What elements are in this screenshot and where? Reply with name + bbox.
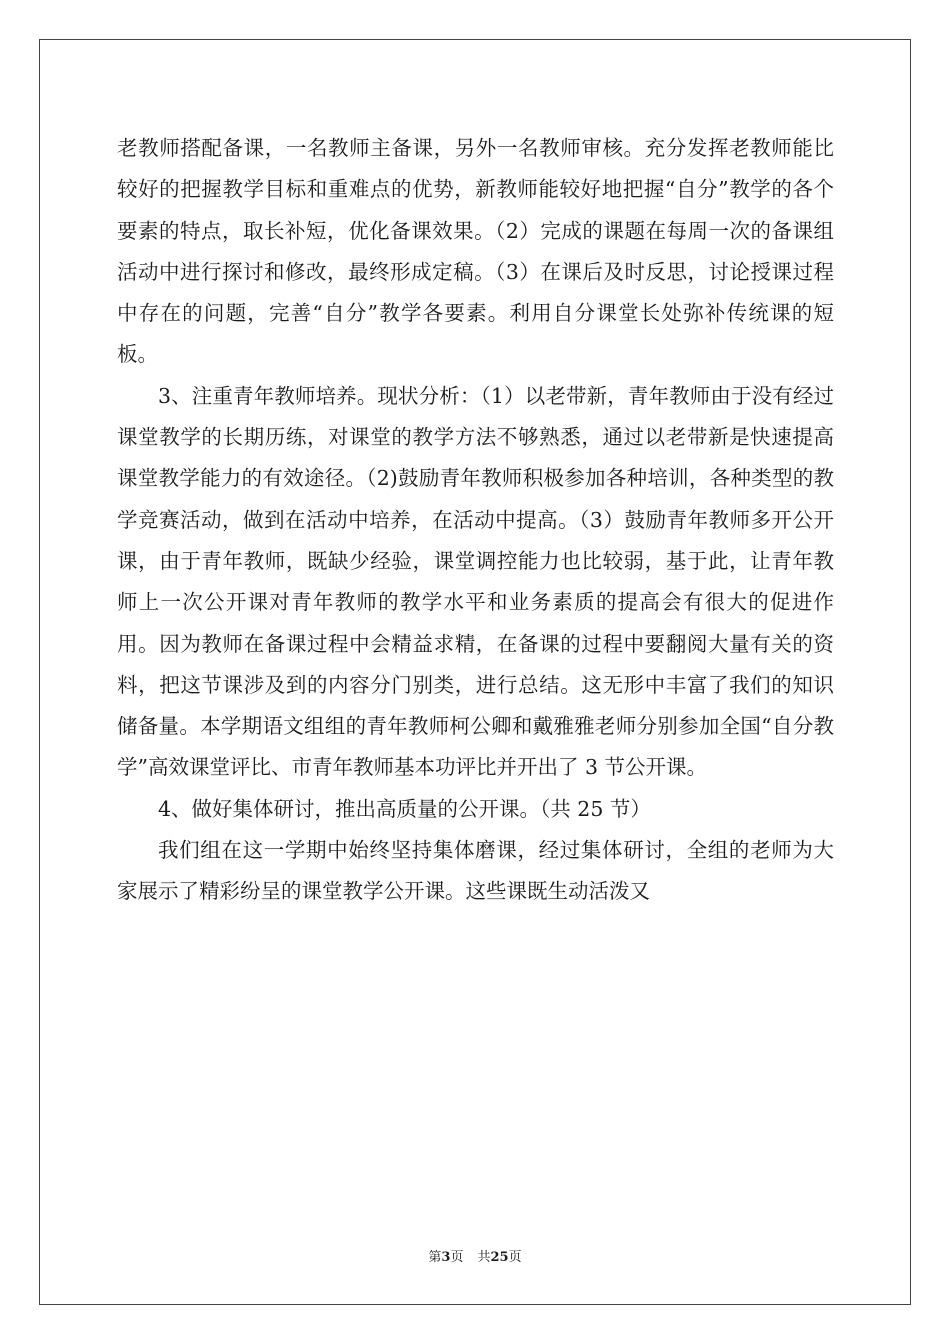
total-page-number: 25 (490, 1250, 509, 1265)
page-prefix: 第 (428, 1250, 442, 1265)
paragraph-2: 3、注重青年教师培养。现状分析：（1）以老带新，青年教师由于没有经过课堂教学的长期历练，对课堂的教学方法不够熟悉，通过以老带新是快速提高课堂教学能力的有效途径。（2)鼓励青年教师积极参加各种培训，各种类型的教学竞赛活动，做到在活动中培养，在活动中提高。（3）鼓励青年教师多开公开课，由于青年教师，既缺少经验，课堂调控能力也比较弱，基于此，让青年教师上一次公开课对青年教师的教学水平和业务素质的提高会有很大的促进作用。因为教师在备课过程中会精益求精，在备课的过程中要翻阅大量有关的资料，把这节课涉及到的内容分门别类，进行总结。这无形中丰富了我们的知识储备量。本学期语文组组的青年教师柯公卿和戴雅雅老师分别参加全国“自分教学”高效课堂评比、市青年教师基本功评比并开出了 3 节公开课。 (117, 383, 834, 780)
page-footer (0, 1246, 950, 1265)
paragraph-1: 老教师搭配备课，一名教师主备课，另外一名教师审核。充分发挥老教师能比较好的把握教学目标和重难点的优势，新教师能较好地把握“自分”教学的各个要素的特点，取长补短，优化备课效果。（2）完成的课题在每周一次的备课组活动中进行探讨和修改，最终形成定稿。（3）在课后及时反思，讨论授课过程中存在的问题，完善“自分”教学各要素。利用自分课堂长处弥补传统课的短板。 (117, 136, 834, 367)
current-page-number: 3 (441, 1250, 451, 1265)
total-prefix: 共 (477, 1250, 491, 1265)
page-suffix: 页 (450, 1250, 464, 1265)
paragraph-3: 4、做好集体研讨，推出高质量的公开课。（共 25 节） (158, 796, 651, 821)
paragraph-4: 我们组在这一学期中始终坚持集体磨课，经过集体研讨，全组的老师为大家展示了精彩纷呈的课堂教学公开课。这些课既生动活泼又 (117, 838, 834, 904)
total-suffix: 页 (508, 1250, 522, 1265)
document-body (117, 128, 834, 913)
